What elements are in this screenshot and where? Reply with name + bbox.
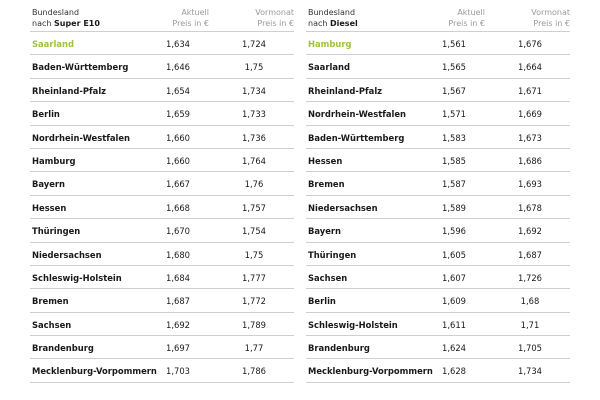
price-vormonat: 1,705: [518, 343, 542, 354]
price-aktuell: 1,571: [442, 109, 466, 120]
header-prefix: nach: [32, 19, 52, 28]
price-aktuell: 1,660: [166, 132, 190, 143]
super-e10-table: [30, 0, 294, 383]
bundesland-name: Brandenburg: [308, 343, 370, 354]
table-row: [30, 102, 294, 125]
bundesland-name: Hessen: [32, 202, 67, 213]
price-vormonat: 1,764: [242, 155, 266, 166]
table-row: [30, 149, 294, 172]
table-row: [306, 266, 570, 289]
fuel-type-label: Super E10: [54, 19, 100, 28]
bundesland-name: Brandenburg: [32, 343, 94, 354]
header-label: Bundesland: [308, 8, 356, 17]
bundesland-name: Saarland: [32, 39, 74, 49]
header-prefix: nach: [308, 19, 328, 28]
price-aktuell: 1,646: [166, 62, 190, 73]
price-vormonat: 1,772: [242, 296, 266, 307]
price-vormonat: 1,692: [518, 226, 542, 237]
column-header-bundesland: [32, 7, 100, 29]
price-vormonat: 1,671: [518, 85, 542, 96]
bundesland-name: Bremen: [32, 296, 69, 307]
column-header-bundesland: [308, 7, 358, 29]
price-aktuell: 1,660: [166, 155, 190, 166]
bundesland-name: Baden-Württemberg: [32, 62, 129, 73]
price-vormonat: 1,673: [518, 132, 542, 143]
price-aktuell: 1,567: [442, 85, 466, 96]
price-aktuell: 1,607: [442, 272, 466, 283]
price-aktuell: 1,703: [166, 366, 190, 377]
price-vormonat: 1,777: [242, 272, 266, 283]
price-aktuell: 1,659: [166, 109, 190, 120]
price-vormonat: 1,734: [518, 366, 542, 377]
header-label: Aktuell: [457, 8, 485, 17]
price-vormonat: 1,724: [242, 39, 266, 49]
price-aktuell: 1,687: [166, 296, 190, 307]
column-header-vormonat: [234, 7, 294, 29]
bundesland-name: Saarland: [308, 62, 350, 73]
bundesland-name: Baden-Württemberg: [308, 132, 405, 143]
header-unit: Preis in €: [448, 19, 485, 28]
price-aktuell: 1,697: [166, 343, 190, 354]
price-aktuell: 1,605: [442, 249, 466, 260]
table-row: [30, 243, 294, 266]
bundesland-name: Schleswig-Holstein: [308, 319, 398, 330]
table-row: [30, 196, 294, 219]
table-row: [30, 266, 294, 289]
bundesland-name: Hamburg: [308, 39, 352, 49]
price-aktuell: 1,611: [442, 319, 466, 330]
column-header-aktuell: [425, 7, 485, 29]
table-row: [306, 32, 570, 55]
bundesland-name: Nordrhein-Westfalen: [308, 109, 407, 120]
table-row: [30, 313, 294, 336]
price-vormonat: 1,75: [244, 249, 264, 260]
bundesland-name: Berlin: [308, 296, 336, 307]
bundesland-name: Bayern: [32, 179, 66, 190]
price-aktuell: 1,692: [166, 319, 190, 330]
table-row: [306, 336, 570, 359]
fuel-type-label: Diesel: [330, 19, 358, 28]
table-row: [306, 359, 570, 382]
bundesland-name: Bremen: [308, 179, 345, 190]
price-aktuell: 1,609: [442, 296, 466, 307]
price-vormonat: 1,786: [242, 366, 266, 377]
table-row: [30, 289, 294, 312]
price-vormonat: 1,686: [518, 155, 542, 166]
price-vormonat: 1,676: [518, 39, 542, 49]
table-body: [306, 32, 570, 383]
bundesland-name: Thüringen: [32, 226, 81, 237]
price-aktuell: 1,585: [442, 155, 466, 166]
price-vormonat: 1,71: [520, 319, 540, 330]
price-vormonat: 1,75: [244, 62, 264, 73]
table-row: [30, 336, 294, 359]
price-vormonat: 1,664: [518, 62, 542, 73]
table-row: [30, 55, 294, 78]
price-aktuell: 1,587: [442, 179, 466, 190]
bundesland-name: Nordrhein-Westfalen: [32, 132, 131, 143]
header-label: Vormonat: [255, 8, 294, 17]
price-aktuell: 1,565: [442, 62, 466, 73]
price-vormonat: 1,734: [242, 85, 266, 96]
table-row: [306, 126, 570, 149]
price-aktuell: 1,624: [442, 343, 466, 354]
bundesland-name: Schleswig-Holstein: [32, 272, 122, 283]
bundesland-name: Thüringen: [308, 249, 357, 260]
table-row: [30, 172, 294, 195]
bundesland-name: Mecklenburg-Vorpommern: [32, 366, 157, 377]
price-vormonat: 1,754: [242, 226, 266, 237]
bundesland-name: Rheinland-Pfalz: [308, 85, 383, 96]
table-row: [306, 289, 570, 312]
column-header-aktuell: [149, 7, 209, 29]
table-row: [306, 313, 570, 336]
bundesland-name: Hessen: [308, 155, 343, 166]
table-row: [306, 102, 570, 125]
table-body: [30, 32, 294, 383]
header-label: Bundesland: [32, 8, 80, 17]
table-row: [30, 359, 294, 382]
table-header: [306, 0, 570, 32]
bundesland-name: Rheinland-Pfalz: [32, 85, 107, 96]
price-vormonat: 1,789: [242, 319, 266, 330]
price-aktuell: 1,561: [442, 39, 466, 49]
price-aktuell: 1,583: [442, 132, 466, 143]
price-aktuell: 1,654: [166, 85, 190, 96]
bundesland-name: Bayern: [308, 226, 342, 237]
price-vormonat: 1,68: [520, 296, 540, 307]
price-vormonat: 1,687: [518, 249, 542, 260]
table-row: [306, 149, 570, 172]
price-vormonat: 1,77: [244, 343, 264, 354]
bundesland-name: Berlin: [32, 109, 60, 120]
bundesland-name: Sachsen: [32, 319, 72, 330]
table-row: [30, 32, 294, 55]
table-header: [30, 0, 294, 32]
bundesland-name: Niedersachsen: [32, 249, 102, 260]
column-header-vormonat: [510, 7, 570, 29]
bundesland-name: Mecklenburg-Vorpommern: [308, 366, 433, 377]
price-aktuell: 1,628: [442, 366, 466, 377]
header-label: Vormonat: [531, 8, 570, 17]
bundesland-name: Hamburg: [32, 155, 76, 166]
table-row: [306, 196, 570, 219]
table-row: [30, 126, 294, 149]
price-vormonat: 1,733: [242, 109, 266, 120]
table-row: [306, 219, 570, 242]
header-unit: Preis in €: [257, 19, 294, 28]
price-vormonat: 1,757: [242, 202, 266, 213]
price-vormonat: 1,678: [518, 202, 542, 213]
bundesland-name: Sachsen: [308, 272, 348, 283]
header-unit: Preis in €: [172, 19, 209, 28]
table-row: [306, 79, 570, 102]
price-vormonat: 1,726: [518, 272, 542, 283]
price-aktuell: 1,667: [166, 179, 190, 190]
price-aktuell: 1,670: [166, 226, 190, 237]
diesel-table: [306, 0, 570, 383]
price-aktuell: 1,680: [166, 249, 190, 260]
price-aktuell: 1,589: [442, 202, 466, 213]
table-row: [30, 79, 294, 102]
price-aktuell: 1,634: [166, 39, 190, 49]
table-row: [306, 55, 570, 78]
price-aktuell: 1,596: [442, 226, 466, 237]
header-label: Aktuell: [181, 8, 209, 17]
price-vormonat: 1,736: [242, 132, 266, 143]
bundesland-name: Niedersachsen: [308, 202, 378, 213]
table-row: [306, 172, 570, 195]
price-aktuell: 1,684: [166, 272, 190, 283]
table-row: [30, 219, 294, 242]
price-vormonat: 1,693: [518, 179, 542, 190]
price-aktuell: 1,668: [166, 202, 190, 213]
table-row: [306, 243, 570, 266]
price-vormonat: 1,76: [244, 179, 264, 190]
price-vormonat: 1,669: [518, 109, 542, 120]
header-unit: Preis in €: [533, 19, 570, 28]
